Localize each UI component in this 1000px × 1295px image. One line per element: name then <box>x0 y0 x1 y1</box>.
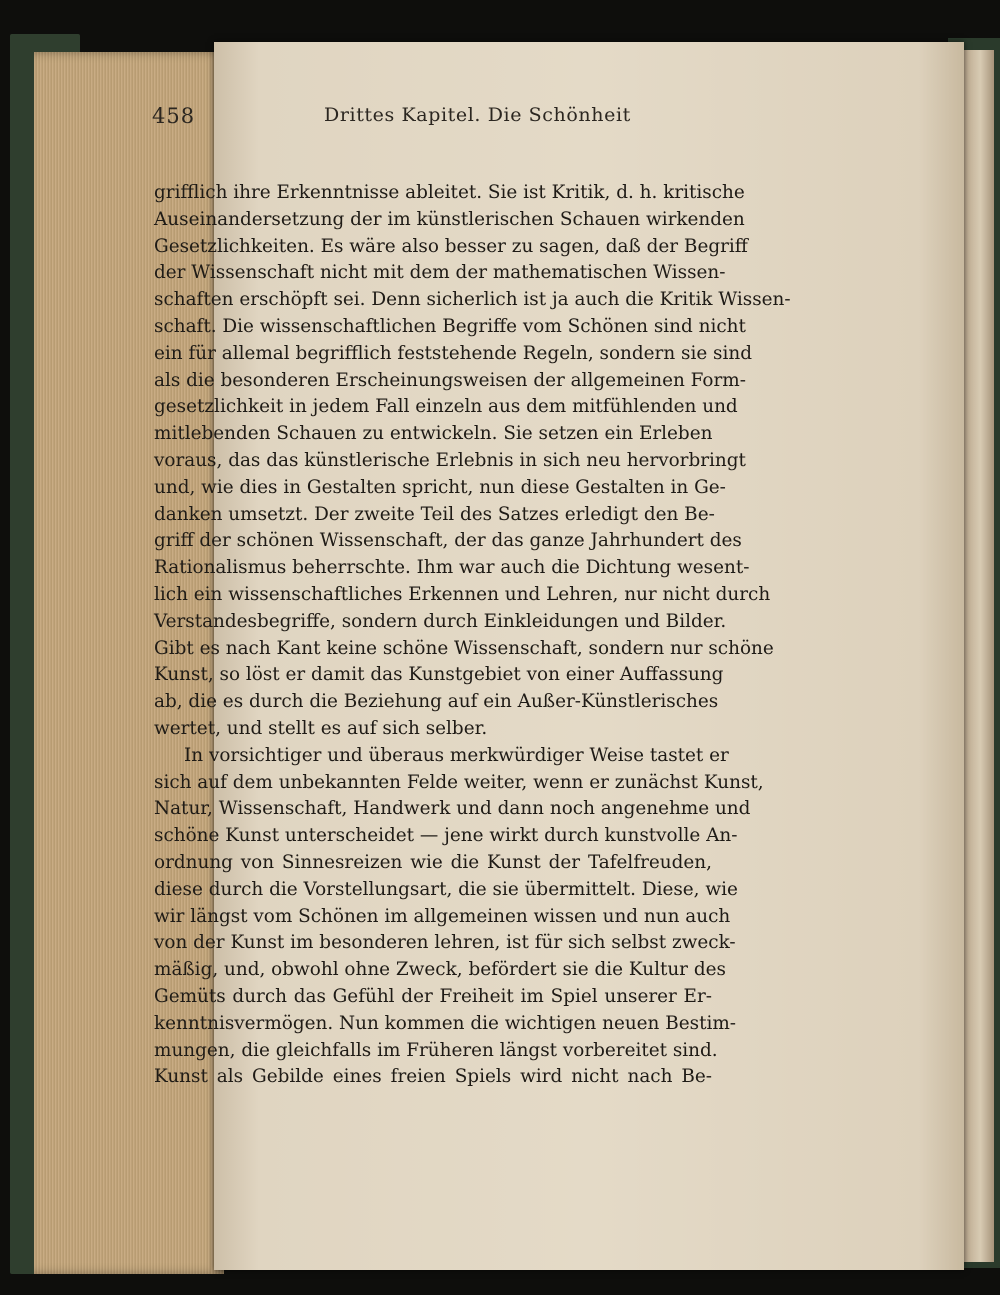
text-line: schaften erschöpft sei. Denn sicherlich ist ja auch die Kritik Wissen- <box>154 289 791 311</box>
text-line: voraus, das das künstlerische Erlebnis in sich neu hervorbringt <box>154 449 746 471</box>
text-line: diese durch die Vorstellungsart, die sie übermittelt. Diese, wie <box>154 878 738 900</box>
text-line: Gibt es nach Kant keine schöne Wissenschaft, sondern nur schöne <box>154 637 774 659</box>
text-line: Natur, Wissenschaft, Handwerk und dann noch angenehme und <box>154 798 751 820</box>
text-line: Gesetzlichkeiten. Es wäre also besser zu sagen, daß der Begriff <box>154 235 748 257</box>
text-line: ab, die es durch die Beziehung auf ein Außer-Künstlerisches <box>154 691 719 713</box>
text-line: gesetzlichkeit in jedem Fall einzeln aus dem mitfühlenden und <box>154 396 738 418</box>
text-line: Rationalismus beherrschte. Ihm war auch die Dichtung wesent- <box>154 557 750 579</box>
text-line: mungen, die gleichfalls im Früheren längst vorbereitet sind. <box>154 1039 718 1061</box>
text-line: Auseinandersetzung der im künstlerischen Schauen wirkenden <box>154 208 745 230</box>
text-line: schöne Kunst unterscheidet — jene wirkt durch kunstvolle An- <box>154 825 738 847</box>
text-line: Verstandesbegriffe, sondern durch Einkleidungen und Bilder. <box>154 610 727 632</box>
text-line: Kunst, so löst er damit das Kunstgebiet von einer Auffassung <box>154 664 724 686</box>
running-head <box>152 104 772 134</box>
text-line: Gemüts durch das Gefühl der Freiheit im Spiel unserer Er- <box>154 985 712 1007</box>
page-number: 458 <box>152 104 196 128</box>
next-page-edge <box>960 50 994 1262</box>
text-line: wertet, und stellt es auf sich selber. <box>154 717 488 739</box>
text-line: mäßig, und, obwohl ohne Zweck, befördert sie die Kultur des <box>154 959 726 981</box>
text-line: der Wissenschaft nicht mit dem der mathematischen Wissen- <box>154 262 726 284</box>
chapter-title: Drittes Kapitel. Die Schönheit <box>324 104 631 126</box>
text-line: ein für allemal begrifflich feststehende Regeln, sondern sie sind <box>154 342 752 364</box>
text-line: wir längst vom Schönen im allgemeinen wissen und nun auch <box>154 905 731 927</box>
text-line: grifflich ihre Erkenntnisse ableitet. Sie ist Kritik, d. h. kritische <box>154 182 745 203</box>
text-line: lich ein wissenschaftliches Erkennen und Lehren, nur nicht durch <box>154 583 771 605</box>
text-line: griff der schönen Wissenschaft, der das ganze Jahrhundert des <box>154 530 742 552</box>
text-line: ordnung von Sinnesreizen wie die Kunst der Tafelfreuden, <box>154 851 712 873</box>
text-line: Kunst als Gebilde eines freien Spiels wird nicht nach Be- <box>154 1066 712 1088</box>
text-line: danken umsetzt. Der zweite Teil des Satzes erledigt den Be- <box>154 503 715 525</box>
text-line: und, wie dies in Gestalten spricht, nun diese Gestalten in Ge- <box>154 476 726 498</box>
text-line: von der Kunst im besonderen lehren, ist für sich selbst zweck- <box>154 932 736 954</box>
text-line: mitlebenden Schauen zu entwickeln. Sie setzen ein Erleben <box>154 423 713 445</box>
text-line: sich auf dem unbekannten Felde weiter, wenn er zunächst Kunst, <box>154 771 764 793</box>
text-line: In vorsichtiger und überaus merkwürdiger Weise tastet er <box>184 744 729 766</box>
body-text <box>154 180 791 1091</box>
text-line: kenntnisvermögen. Nun kommen die wichtigen neuen Bestim- <box>154 1012 737 1034</box>
text-line: als die besonderen Erscheinungsweisen der allgemeinen Form- <box>154 369 746 391</box>
text-line: schaft. Die wissenschaftlichen Begriffe vom Schönen sind nicht <box>154 315 746 337</box>
